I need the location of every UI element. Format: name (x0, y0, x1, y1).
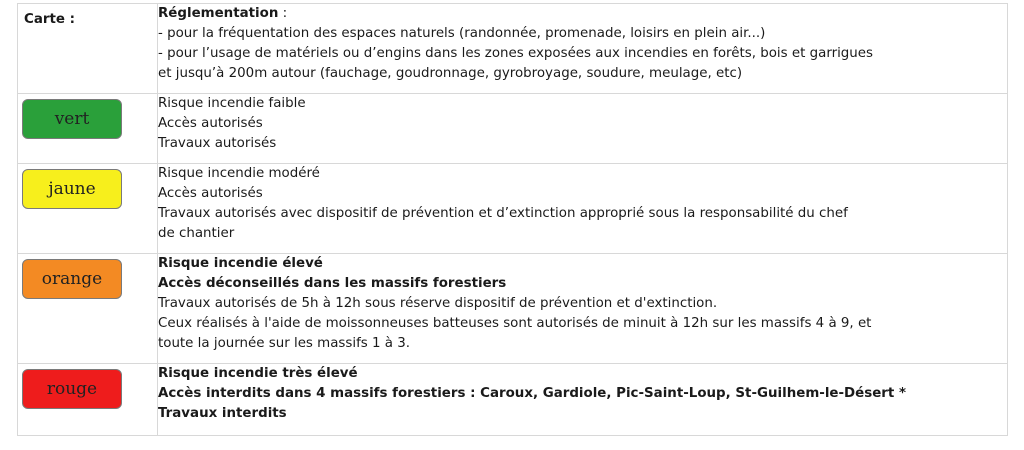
rules-title: Réglementation (158, 6, 279, 21)
risk-line: Ceux réalisés à l'aide de moissonneuses batteuses sont autorisés de minuit à 12h sur les massifs 4 à 9, et (158, 316, 872, 331)
card-cell (18, 164, 158, 254)
yellow-card: jaune (22, 169, 122, 209)
risk-line: Travaux autorisés (158, 136, 277, 151)
red-card: rouge (22, 369, 122, 409)
card-cell (18, 364, 158, 436)
risk-row-orange (18, 254, 1008, 364)
rules-title-line (158, 4, 1007, 24)
risk-line-bold: Risque incendie élevé (158, 256, 323, 271)
rules-line: - pour l’usage de matériels ou d’engins dans les zones exposées aux incendies en forêts, bois et garrigues (158, 46, 874, 61)
risk-row-red (18, 364, 1008, 436)
card-cell (18, 254, 158, 364)
rules-line: - pour la fréquentation des espaces naturels (randonnée, promenade, loisirs en plein air...) (158, 26, 766, 41)
green-card: vert (22, 99, 122, 139)
orange-card: orange (22, 259, 122, 299)
risk-line: Accès autorisés (158, 116, 263, 131)
risk-line-bold: Travaux interdits (158, 406, 287, 421)
risk-description-cell (158, 364, 1008, 436)
risk-line: Risque incendie modéré (158, 166, 320, 181)
risk-line: Risque incendie faible (158, 96, 306, 111)
fire-risk-regulation-table (17, 3, 1008, 436)
risk-description-cell (158, 164, 1008, 254)
rules-header-cell (158, 4, 1008, 94)
risk-line: Travaux autorisés de 5h à 12h sous réserve dispositif de prévention et d'extinction. (158, 296, 718, 311)
risk-line: de chantier (158, 226, 235, 241)
risk-line-bold: Accès interdits dans 4 massifs forestiers : Caroux, Gardiole, Pic-Saint-Loup, St-Guilhem-le-Désert * (158, 386, 906, 401)
risk-line-bold: Accès déconseillés dans les massifs forestiers (158, 276, 507, 291)
card-header-cell (18, 4, 158, 94)
rules-title-suffix: : (278, 6, 288, 21)
risk-line: toute la journée sur les massifs 1 à 3. (158, 336, 411, 351)
risk-line: Accès autorisés (158, 186, 263, 201)
rules-line: et jusqu’à 200m autour (fauchage, goudronnage, gyrobroyage, soudure, meulage, etc) (158, 66, 743, 81)
risk-description-cell (158, 94, 1008, 164)
card-cell (18, 94, 158, 164)
risk-row-green (18, 94, 1008, 164)
header-row (18, 4, 1008, 94)
card-column-label: Carte : (24, 12, 75, 27)
risk-line: Travaux autorisés avec dispositif de prévention et d’extinction approprié sous la responsabilité du chef (158, 206, 848, 221)
risk-line-bold: Risque incendie très élevé (158, 366, 358, 381)
risk-description-cell (158, 254, 1008, 364)
risk-row-yellow (18, 164, 1008, 254)
